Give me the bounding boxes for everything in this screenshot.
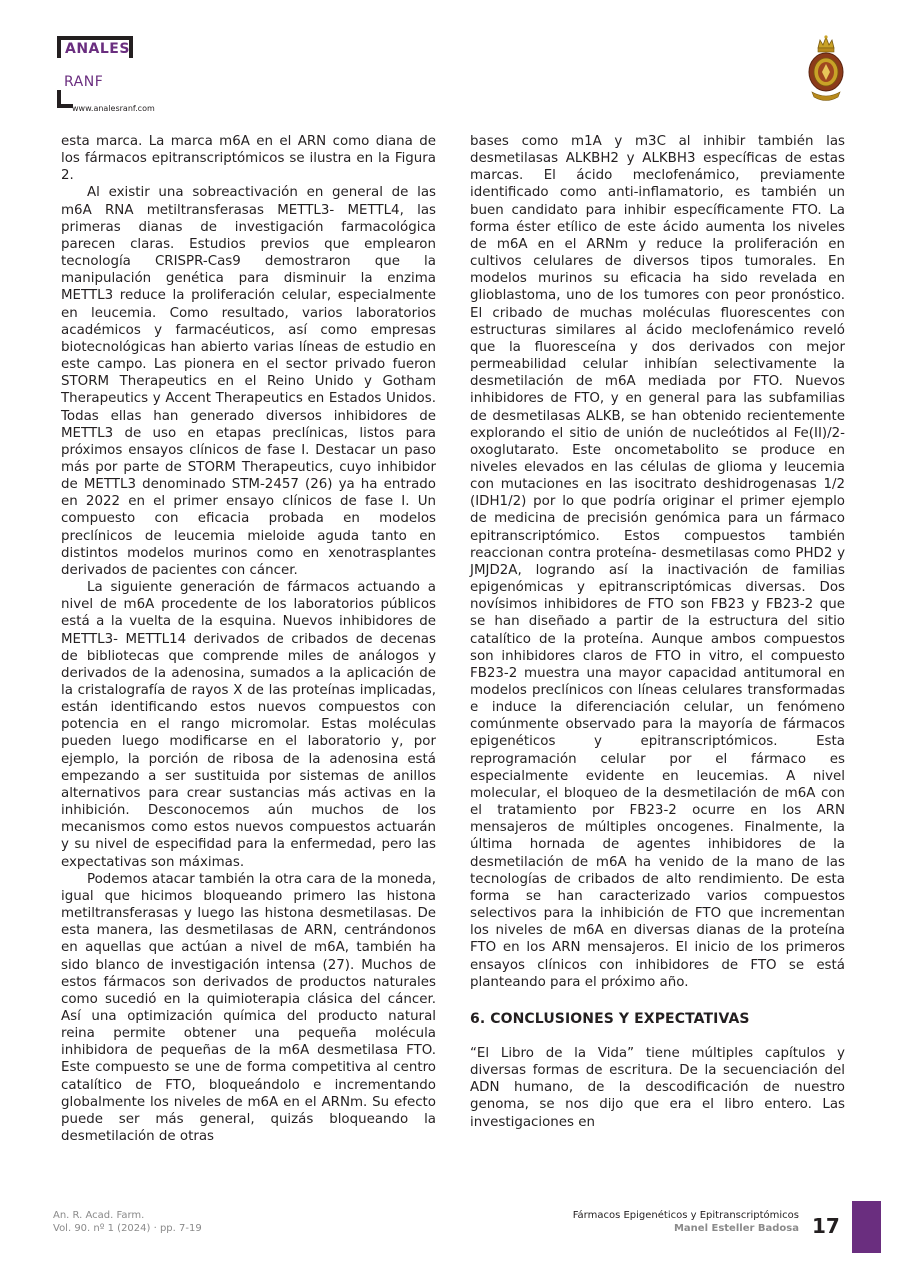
section-heading: 6. CONCLUSIONES Y EXPECTATIVAS <box>470 1010 750 1027</box>
paragraph: esta marca. La marca m6A en el ARN como diana de los fármacos epitranscriptómicos se ilustra en la Figura 2. <box>61 134 436 184</box>
footer-volume: Vol. 90. nº 1 (2024) · pp. 7-19 <box>53 1222 202 1234</box>
paragraph: Al existir una sobreactivación en general de las m6A RNA metiltransferasas METTL3- METTL4, las primeras dianas de investigación farmacológica parecen claras. Estudios previos que emplearon tecnología CRISPR-Cas9 demostraron que la manipulación genética para disminuir la enzima METTL3 reduce la proliferación celular, especialmente en leucemia. Como resultado, varios laboratorios académicos y farmacéuticos, así como empresas biotecnológicas han abierto varias líneas de estudio en este campo. Las pionera en el sector privado fueron STORM Therapeutics en el Reino Unido y Gotham Therapeutics y Accent Therapeutics en Estados Unidos. Todas ellas han generado diversos inhibidores de METTL3 de uso en etapas preclínicas, listos para próximos ensayos clínicos de fase I. Destacar un paso más por parte de STORM Therapeutics, cuyo inhibidor de METTL3 denominado STM-2457 (26) ya ha entrado en 2022 en el primer ensayo clínicos de fase I. Un compuesto con eficacia probada en modelos preclínicos de leucemia mieloide aguda tanto en distintos modelos murinos como en xenotrasplantes derivados de pacientes con cáncer. <box>61 185 436 578</box>
footer-article-title: Fármacos Epigenéticos y Epitranscriptómicos <box>572 1210 799 1221</box>
paragraph: bases como m1A y m3C al inhibir también las desmetilasas ALKBH2 y ALKBH3 específicas de estas marcas. El ácido meclofenámico, previamente identificado como anti-inflamatorio, es también un buen candidato para inhibir específicamente FTO. La forma éster etílico de este ácido aumenta los niveles de m6A en el ARNm y reduce la proliferación en cultivos celulares de diversos tipos tumorales. En modelos murinos su eficacia ha sido revelada en glioblastoma, uno de los tumores con peor pronóstico. El cribado de muchas moléculas fluorescentes con estructuras similares al ácido meclofenámico reveló que la fluoresceína y dos derivados con mejor permeabilidad celular inhibían selectivamente la desmetilación de m6A mediada por FTO. Nuevos inhibidores de FTO, y en general para las subfamilias de desmetilasas ALKB, se han obtenido recientemente explorando el sitio de unión de nucleótidos al Fe(II)/2-oxoglutarato. Este oncometabolito se produce en niveles elevados en las células de glioma y leucemia con mutaciones en las isocitrato deshidrogenasas 1/2 (IDH1/2) por lo que podría originar el primer ejemplo de medicina de precisión genómica para un fármaco epitranscriptómico. Estos compuestos también reaccionan contra proteína- desmetilasas como PHD2 y JMJD2A, logrando así la inactivación de familias epigenómicas y epitranscriptómicas diversas. Dos novísimos inhibidores de FTO son FB23 y FB23-2 que se han diseñado a partir de la estructura del sitio catalítico de la proteína. Aunque ambos compuestos son inhibidores claros de FTO in vitro, el compuesto FB23-2 muestra una mayor capacidad antitumoral en modelos preclínicos con líneas celulares transformadas e induce la diferenciación celular, un fenómeno comúnmente observado para la mayoría de fármacos epigenéticos y epitranscriptómicos. Esta reprogramación celular por el fármaco es especialmente evidente en leucemias. A nivel molecular, el bloqueo de la desmetilación de m6A con el tratamiento por FB23-2 ocurre en los ARN mensajeros de múltiples oncogenes. Finalmente, la última hornada de agentes inhibidores de la desmetilación de m6A ha venido de la mano de las tecnologías de cribados de alto rendimiento. De esta forma se han caracterizado varios compuestos selectivos para la inhibición de FTO que incrementan los niveles de m6A en diversas dianas de la proteína FTO en los ARN mensajeros. El inicio de los primeros ensayos clínicos con inhibidores de FTO se está planteando para el próximo año. <box>470 134 845 990</box>
logo-frame-left <box>57 36 61 58</box>
logo-title: ANALES <box>65 41 130 57</box>
paragraph: La siguiente generación de fármacos actuando a nivel de m6A procedente de los laboratorios públicos está a la vuelta de la esquina. Nuevos inhibidores de METTL3- METTL14 derivados de cribados de decenas de bibliotecas que comprende miles de análogos y derivados de la adenosina, sumados a la aplicación de la cristalografía de rayos X de las proteínas implicadas, están identificando estos nuevos compuestos con potencia en el rango micromolar. Estas moléculas pueden luego modificarse en el laboratorio y, por ejemplo, la porción de ribosa de la adenosina está empezando a ser sustituida por sistemas de anillos alternativos para crear sustancias más activas en la inhibición. Desconocemos aún muchos de los mecanismos como estos nuevos compuestos actuarán y su nivel de especifidad para la enfermedad, pero las expectativas son máximas. <box>61 580 436 870</box>
royal-academy-crest-icon <box>806 34 846 104</box>
right-column <box>470 133 845 1131</box>
footer-journal: An. R. Acad. Farm. <box>53 1210 145 1221</box>
footer-author: Manel Esteller Badosa <box>673 1222 799 1234</box>
paragraph: “El Libro de la Vida” tiene múltiples capítulos y diversas formas de escritura. De la secuenciación del ADN humano, de la descodificación de nuestro genoma, se nos dijo que era el libro entero. Las investigaciones en <box>470 1045 845 1130</box>
logo-url: www.analesranf.com <box>72 104 155 113</box>
page-tab <box>852 1201 881 1253</box>
left-column <box>61 133 436 1145</box>
paragraph: Podemos atacar también la otra cara de la moneda, igual que hicimos bloqueando primero las histona metiltransferasas y luego las histona desmetilasas. De esta manera, las desmetilasas de ARN, centrándonos en aquellas que actúan a nivel de m6A, también ha sido blanco de investigación intensa (27). Muchos de estos fármacos son derivados de productos naturales como sucedió en la quimioterapia clásica del cáncer. Así una optimización química del producto natural reina permite obtener una pequeña molécula inhibidora de pequeñas de la m6A desmetilasa FTO. Este compuesto se une de forma competitiva al centro catalítico de FTO, bloqueándolo e incrementando globalmente los niveles de m6A en el ARNm. Su efecto puede ser más general, quizás bloqueando la desmetilación de otras <box>61 871 436 1145</box>
footer-citation <box>53 1210 202 1235</box>
page-number: 17 <box>812 1214 840 1238</box>
logo-frame-bottom <box>57 104 73 108</box>
logo-frame-top <box>57 36 133 40</box>
logo-subtitle: RANF <box>64 74 104 90</box>
footer-article-info <box>573 1210 799 1235</box>
journal-logo <box>57 36 177 116</box>
